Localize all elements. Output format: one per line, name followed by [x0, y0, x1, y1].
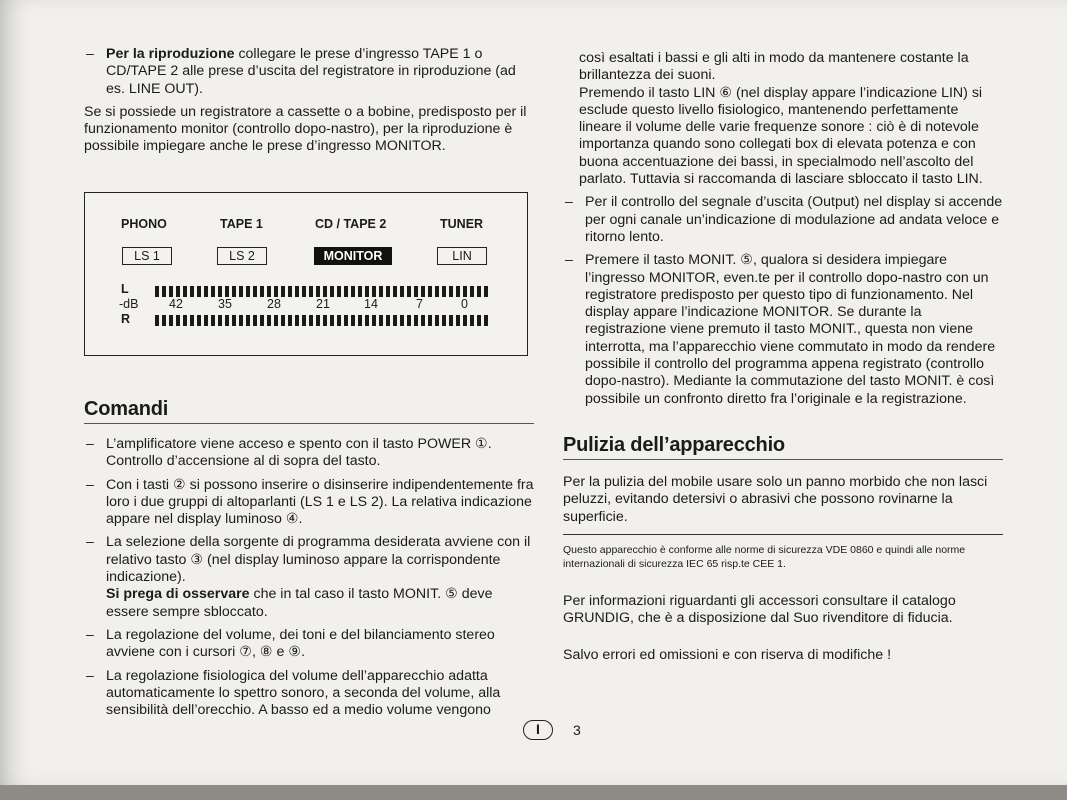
comandi-item-4: – La regolazione del volume, dei toni e del bilanciamento stereo avviene con i cursori ⑦, ⑧ e ⑨. — [84, 627, 534, 662]
monitor-item: – Premere il tasto MONIT. ⑤, qualora si desidera impiegare l’ingresso MONITOR, even.te per il controllo dopo-nastro con un registratore predisposto per questo tipo di funzionamento. Nel display appare l’indicazione MONITOR. Se durante la registrazione viene premuto il tasto MONIT., questa non viene interrotta, ma l’apparecchio viene commutato in modo da rendere possibile il controllo del programma appena registrato (controllo dopo-nastro). Mediante la commutazione del tasto MONIT. è così possibile un confronto diretto fra l’originale e la registrazione. — [563, 252, 1003, 408]
cleaning-heading: Pulizia dell’apparecchio — [563, 434, 1003, 460]
output-item: – Per il controllo del segnale d’uscita (Output) nel display si accende per ogni canale un’indicazione di modulazione ad andata veloce e ritorno lento. — [563, 194, 1003, 246]
left-column-top — [84, 46, 534, 156]
accessories-text: Per informazioni riguardanti gli accessori consultare il catalogo GRUNDIG, che è a disposizione dal Suo rivenditore di fiducia. — [563, 592, 956, 627]
scale-7: 7 — [416, 297, 423, 311]
display-diagram — [84, 192, 528, 356]
playback-bold: Per la riproduzione — [106, 46, 235, 62]
comandi-item-1: – L’amplificatore viene acceso e spento con il tasto POWER ①. Controllo d’accensione al di sopra del tasto. — [84, 436, 534, 471]
meter-db-label: -dB — [119, 297, 139, 311]
right-column — [563, 50, 1003, 665]
norms-text: Questo apparecchio è conforme alle norme di sicurezza VDE 0860 e quindi alle norme internazionali di sicurezza IEC 65 risp.te CEE 1. — [563, 543, 966, 570]
meter-left-label: L — [121, 282, 129, 296]
playback-paragraph — [84, 46, 534, 98]
comandi-note — [84, 586, 534, 621]
comandi-section — [84, 398, 534, 719]
monitor-paragraph: Se si possiede un registratore a cassette o a bobine, predisposto per il funzionamento monitor (controllo dopo-nastro), per la riproduzione è possibile impiegare anche le prese d’ingresso MONITOR. — [84, 103, 527, 155]
scale-21: 21 — [316, 297, 330, 311]
cleaning-text: Per la pulizia del mobile usare solo un panno morbido che non lasci peluzzi, evitando detersivi o abrasivi che possono rovinarne la superficie. — [563, 473, 988, 525]
source-tape1: TAPE 1 — [220, 217, 263, 231]
indicator-lin: LIN — [437, 247, 487, 265]
comandi-item-3: – La selezione della sorgente di programma desiderata avviene con il relativo tasto ③ (nel display luminoso appare la corrispondente indicazione). — [84, 534, 534, 586]
note-bold: Si prega di osservare — [106, 586, 250, 603]
comandi-item-5: – La regolazione fisiologica del volume dell’apparecchio adatta automaticamente lo spettro sonoro, a seconda del volume, alla sensibilità dell’orecchio. A basso ed a medio volume vengono — [84, 668, 534, 720]
comandi-heading: Comandi — [84, 398, 534, 424]
scale-35: 35 — [218, 297, 232, 311]
source-phono: PHONO — [121, 217, 167, 231]
playback-text: collegare le prese d’ingresso TAPE 1 o CD/TAPE 2 alle prese d’uscita del registratore in riproduzione (ad es. LINE OUT). — [106, 46, 516, 97]
source-tuner: TUNER — [440, 217, 484, 231]
continuation-text: così esaltati i bassi e gli alti in modo da mantenere costante la brillantezza dei suoni. — [579, 50, 969, 84]
indicator-ls1: LS 1 — [122, 247, 172, 265]
meter-left-bar — [155, 286, 490, 297]
page-number: 3 — [573, 722, 581, 738]
scale-42: 42 — [169, 297, 183, 311]
language-badge: I — [523, 720, 553, 740]
indicator-monitor: MONITOR — [314, 247, 392, 265]
lin-paragraph: Premendo il tasto LIN ⑥ (nel display appare l’indicazione LIN) si esclude questo livello fisiologico, mantenendo perfettamente lineare il volume delle varie frequenze sonore : ciò è di notevole importanza quando sono collegati box di elevata potenza e con buona accentuazione dei bassi, in specialmodo nell’ascolto del parlato. Tuttavia si raccomanda di lasciare sbloccato il tasto LIN. — [579, 84, 983, 188]
scale-14: 14 — [364, 297, 378, 311]
source-cd-tape2: CD / TAPE 2 — [315, 217, 387, 231]
comandi-item-2: – Con i tasti ② si possono inserire o disinserire indipendentemente fra loro i due gruppi di altoparlanti (LS 1 e LS 2). La relativa indicazione appare nel display luminoso ④. — [84, 477, 534, 529]
disclaimer-text: Salvo errori ed omissioni e con riserva di modifiche ! — [563, 647, 892, 664]
scale-0: 0 — [461, 297, 468, 311]
meter-right-label: R — [121, 312, 131, 326]
scale-28: 28 — [267, 297, 281, 311]
meter-right-bar — [155, 315, 490, 326]
indicator-ls2: LS 2 — [217, 247, 267, 265]
note-text: che in tal caso il tasto MONIT. ⑤ deve essere sempre sbloccato. — [106, 586, 493, 620]
